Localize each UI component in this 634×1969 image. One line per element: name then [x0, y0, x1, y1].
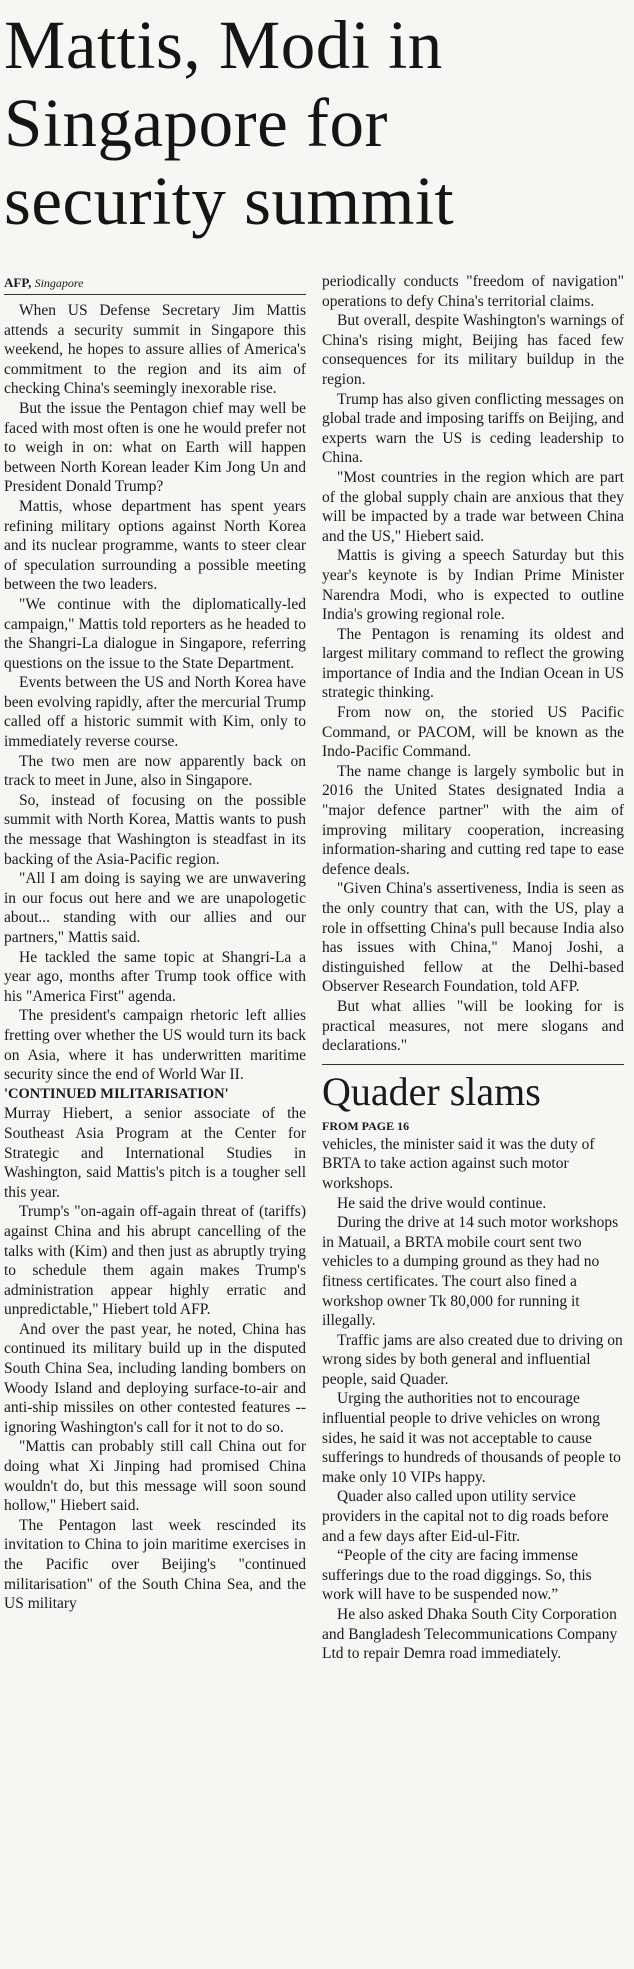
paragraph: Mattis, whose department has spent years refining military options against North Korea and its nuclear programme, wants to steer clear of speculation surrounding a possible meeting between the two leaders. — [4, 497, 306, 594]
paragraph: He tackled the same topic at Shangri-La a year ago, months after Trump took office with his "America First" agenda. — [4, 948, 306, 1005]
paragraph: From now on, the storied US Pacific Command, or PACOM, will be known as the Indo-Pacific Command. — [322, 704, 624, 761]
paragraph: And over the past year, he noted, China has continued its military build up in the disputed South China Sea, including landing bombers on Woody Island and deploying surface-to-air and anti-ship missiles on other contested features -- ignoring Washington's call for it not to do so. — [4, 1320, 306, 1436]
paragraph: "We continue with the diplomatically-led campaign," Mattis told reporters as he headed to the Shangri-La dialogue in Singapore, referring questions on the issue to the State Department. — [4, 595, 306, 672]
byline — [4, 272, 306, 295]
article-subhead: 'CONTINUED MILITARISATION' — [4, 1085, 229, 1102]
paragraph: Trump has also given conflicting messages on global trade and imposing tariffs on Beijing, and experts warn the US is ceding leadership to China. — [322, 390, 624, 467]
byline-agency: AFP, — [4, 275, 32, 290]
paragraph: The two men are now apparently back on track to meet in June, also in Singapore. — [4, 752, 306, 790]
paragraph: The Pentagon last week rescinded its invitation to China to join maritime exercises in the Pacific over Beijing's "continued militarisation" of the South China Sea, and the US military — [4, 1516, 306, 1613]
article-column-right — [322, 272, 624, 1962]
paragraph: But overall, despite Washington's warnings of China's rising might, Beijing has faced few consequences for its military buildup in the region. — [322, 312, 624, 388]
paragraph: During the drive at 14 such motor workshops in Matuail, a BRTA mobile court sent two vehicles to a dumping ground as they had no fitness certificates. The court also fined a workshop owner Tk 80,000 for running it illegally. — [322, 1214, 619, 1330]
paragraph: "All I am doing is saying we are unwavering in our focus out here and we are unapologetic about... standing with our allies and our partners," Mattis said. — [4, 870, 306, 946]
paragraph: The Pentagon is renaming its oldest and largest military command to reflect the growing importance of India and the Indian Ocean in US strategic thinking. — [322, 625, 624, 702]
continued-story — [322, 1064, 624, 1664]
byline-dateline: Singapore — [34, 276, 84, 290]
paragraph: The president's campaign rhetoric left allies fretting over whether the US would turn its back on Asia, where it has underwritten maritime security since the end of World War II. — [4, 1007, 306, 1084]
paragraph: periodically conducts "freedom of navigation" operations to defy China's territorial claims. — [322, 273, 624, 310]
paragraph: vehicles, the minister said it was the duty of BRTA to take action against such motor workshops. — [322, 1135, 595, 1192]
paragraph: Events between the US and North Korea have been evolving rapidly, after the mercurial Trump called off a historic summit with Kim, only to immediately reverse course. — [4, 674, 306, 751]
paragraph: He also asked Dhaka South City Corporation and Bangladesh Telecommunications Company Ltd to repair Demra road immediately. — [322, 1606, 618, 1663]
paragraph: Trump's "on-again off-again threat of (tariffs) against China and his abrupt cancelling of the talks with (Kim) and then just as abruptly trying to schedule them again makes Trump's administration appear highly erratic and unpredictable," Hiebert told AFP. — [4, 1203, 306, 1319]
from-page-label: FROM PAGE 16 — [322, 1118, 410, 1133]
paragraph: So, instead of focusing on the possible summit with North Korea, Mattis wants to push the message that Washington is steadfast in its backing of the Asia-Pacific region. — [4, 791, 306, 868]
paragraph: He said the drive would continue. — [337, 1194, 547, 1212]
paragraph: But what allies "will be looking for is practical measures, not mere slogans and declarations." — [322, 997, 624, 1055]
paragraph: “People of the city are facing immense sufferings due to the road diggings. So, this work will have to be suspended now.” — [322, 1547, 592, 1604]
paragraph: "Given China's assertiveness, India is seen as the only country that can, with the US, play a role in offsetting China's pull because India also has issues with China," Manoj Joshi, a distinguished fellow at the Delhi-based Observer Research Foundation, told AFP. — [322, 880, 624, 996]
article-column-left — [4, 272, 306, 1962]
paragraph: "Mattis can probably still call China out for doing what Xi Jinping had promised China wouldn't do, but this message will soon sound hollow," Hiebert said. — [4, 1438, 306, 1515]
article-headline: Mattis, Modi in Singapore for security summit — [4, 7, 455, 239]
paragraph: The name change is largely symbolic but in 2016 the United States designated India a "major defence partner" with the aim of improving military cooperation, increasing information-sharing and cutting red tape to ease defence deals. — [322, 762, 624, 878]
paragraph: When US Defense Secretary Jim Mattis attends a security summit in Singapore this weekend, he hopes to assure allies of America's commitment to the region and its aim of checking China's seemingly inexorable rise. — [4, 302, 306, 398]
paragraph: Mattis is giving a speech Saturday but this year's keynote is by Indian Prime Minister Narendra Modi, who is expected to outline India's growing regional role. — [322, 547, 624, 624]
paragraph: "Most countries in the region which are part of the global supply chain are anxious that they will be impacted by a trade war between China and the US," Hiebert said. — [322, 468, 624, 545]
paragraph: Murray Hiebert, a senior associate of the Southeast Asia Program at the Center for Strategic and International Studies in Washington, said Mattis's pitch is a tougher sell this year. — [4, 1105, 306, 1201]
paragraph: Quader also called upon utility service providers in the capital not to dig roads before and a few days after Eid-ul-Fitr. — [322, 1488, 609, 1545]
paragraph: Urging the authorities not to encourage influential people to drive vehicles on wrong sides, he said it was not acceptable to cause sufferings to hundreds of thousands of people to make only 10 VIPs happy. — [322, 1390, 621, 1486]
paragraph: Traffic jams are also created due to driving on wrong sides by both general and influential people, said Quader. — [322, 1331, 623, 1388]
paragraph: But the issue the Pentagon chief may well be faced with most often is one he would prefer not to weigh in on: what on Earth will happen between North Korean leader Kim Jong Un and President Donald Trump? — [4, 399, 306, 496]
continued-headline: Quader slams — [322, 1064, 624, 1115]
